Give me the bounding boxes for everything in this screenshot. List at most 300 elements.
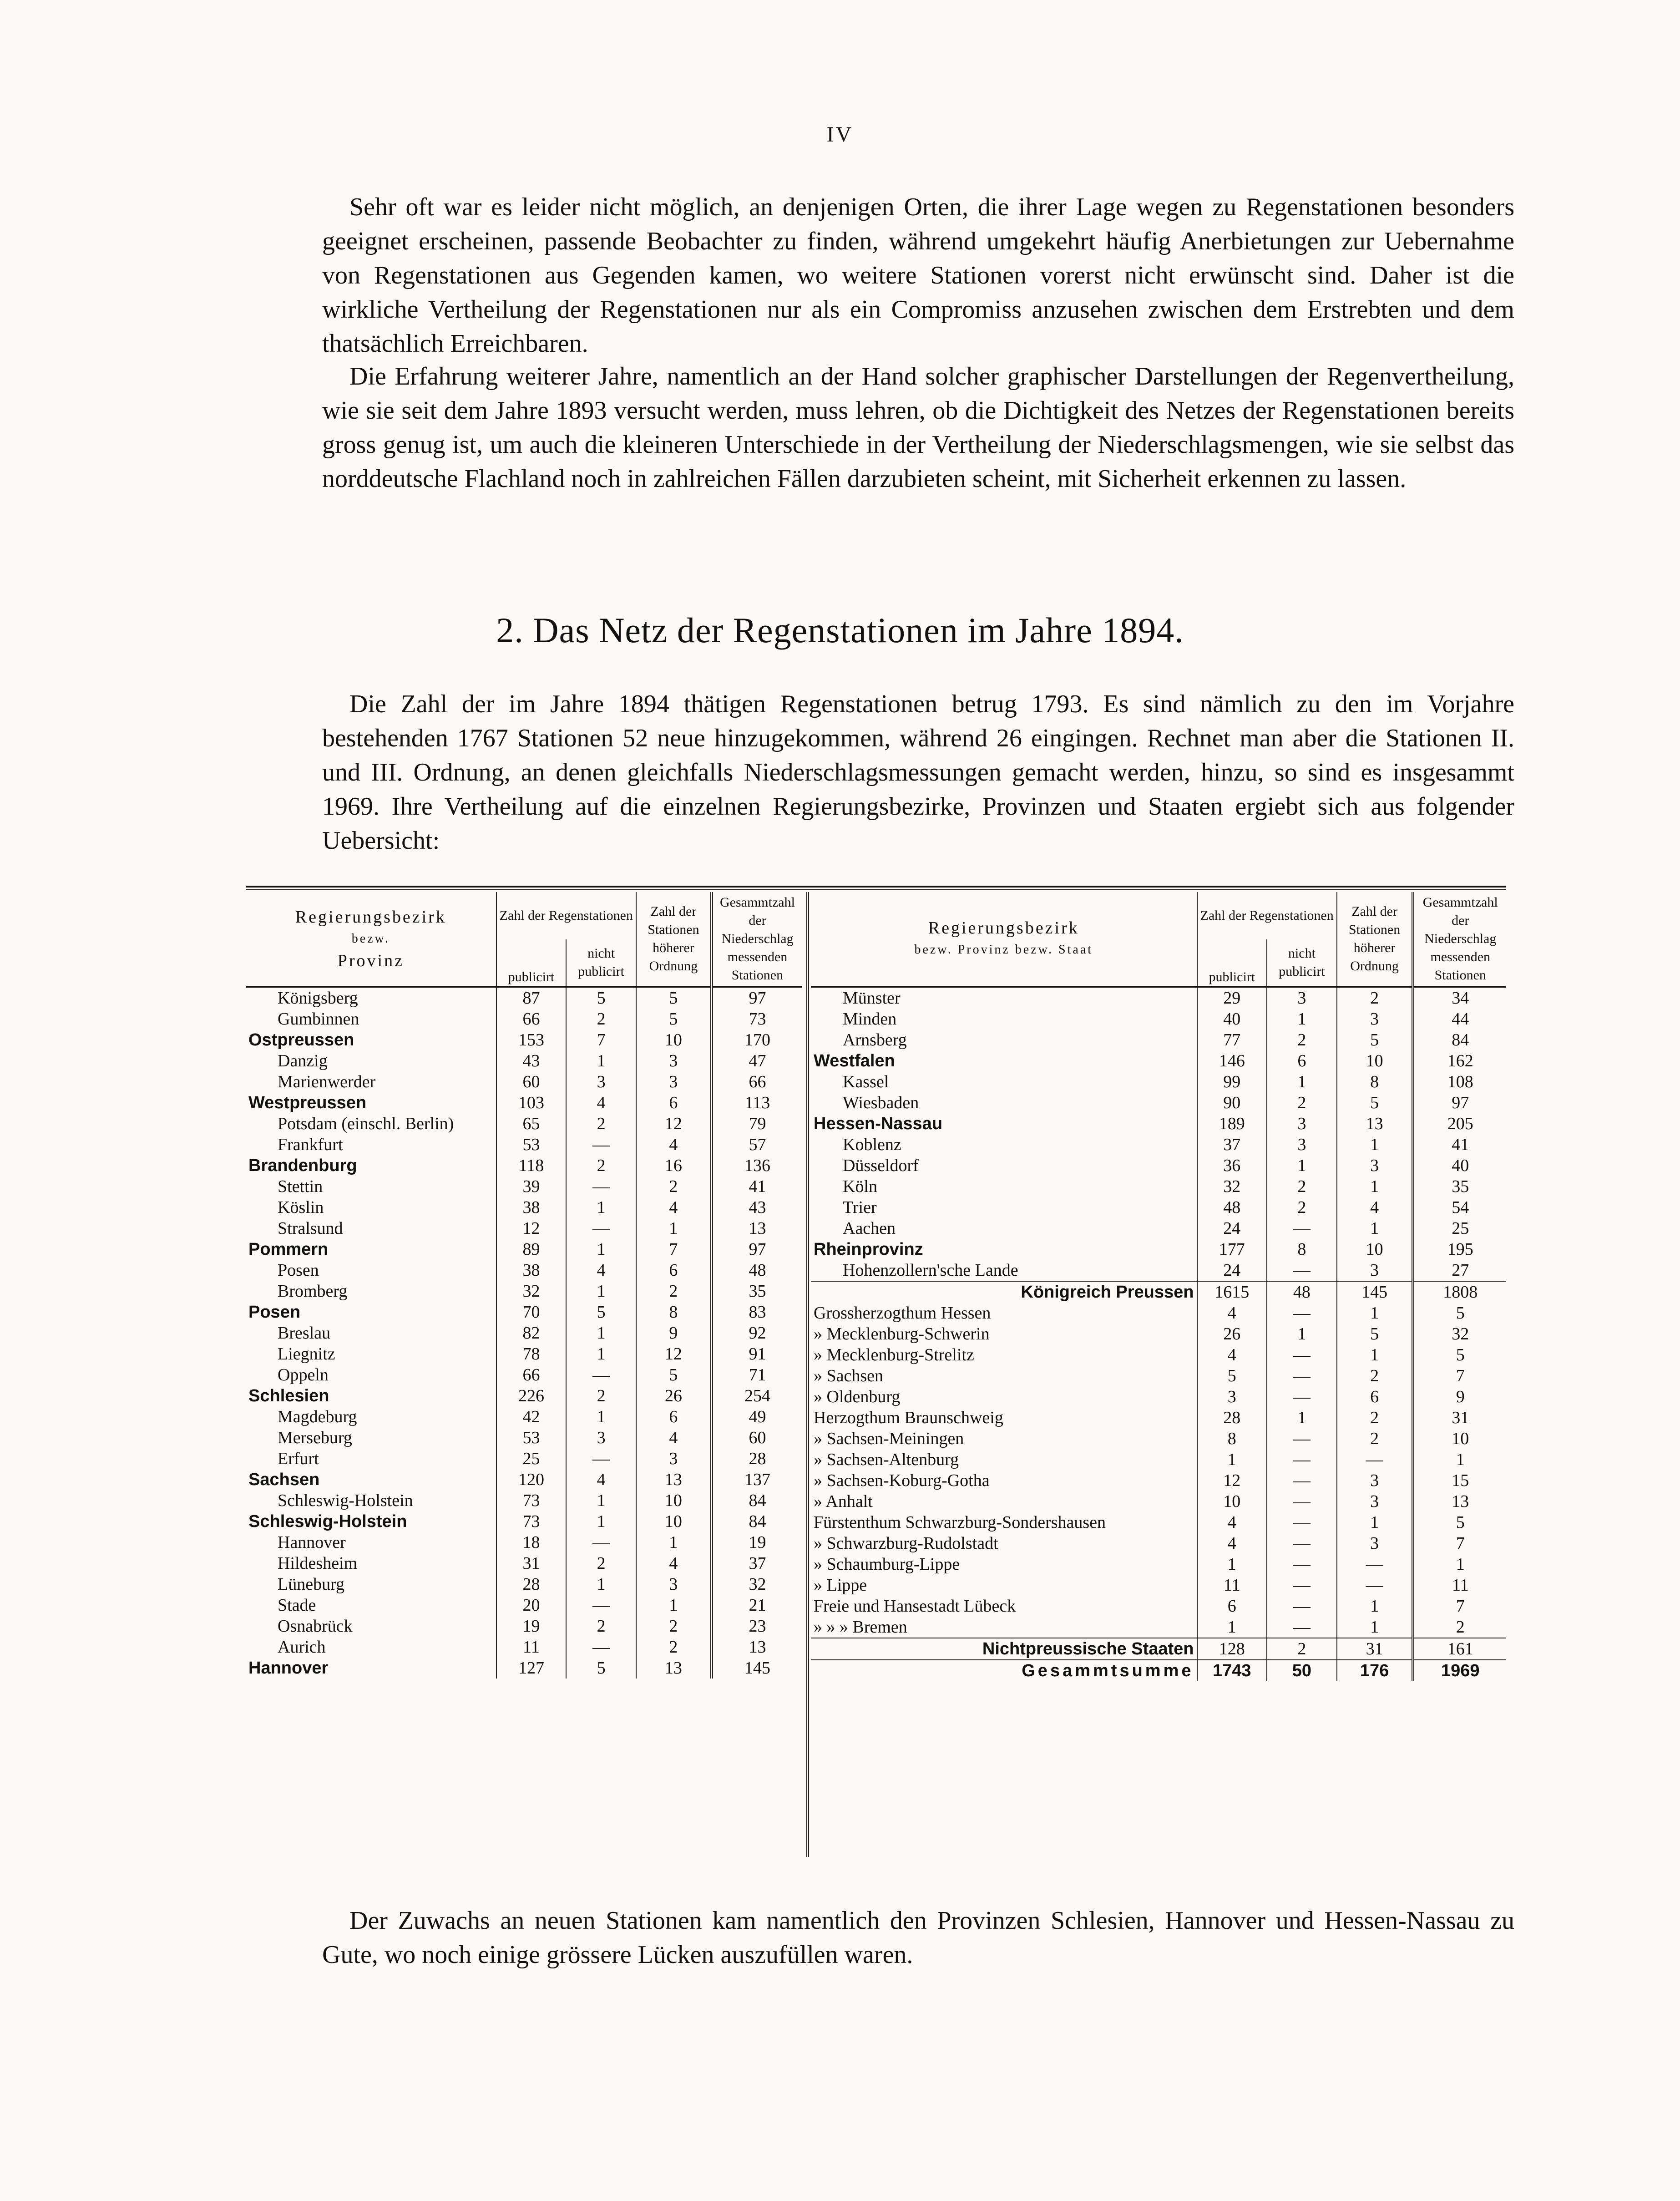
row-nicht-publicirt: —: [1267, 1575, 1337, 1596]
row-publicirt: 36: [1197, 1155, 1267, 1176]
row-nicht-publicirt: 4: [566, 1092, 636, 1113]
row-gesammt: 11: [1413, 1575, 1506, 1596]
left-table-row: [246, 1553, 802, 1574]
row-hoeherer: 2: [636, 1616, 712, 1637]
row-nicht-publicirt: 1: [566, 1406, 636, 1427]
row-gesammt: 254: [712, 1385, 802, 1406]
left-table-row: [246, 1637, 802, 1658]
row-hoeherer: 3: [1337, 1260, 1413, 1281]
right-table-row: [811, 1365, 1506, 1386]
row-hoeherer: 3: [1337, 1533, 1413, 1554]
row-name: Lüneburg: [278, 1574, 345, 1594]
right-table-row: [811, 1009, 1506, 1030]
row-nicht-publicirt: —: [1267, 1365, 1337, 1386]
row-name: Rheinprovinz: [814, 1239, 923, 1259]
right-table-row: [811, 1575, 1506, 1596]
row-hoeherer: 3: [636, 1448, 712, 1469]
right-table-row: [811, 1596, 1506, 1617]
row-nicht-publicirt: 2: [566, 1009, 636, 1030]
row-gesammt: 136: [712, 1155, 802, 1176]
right-header-regen-group: Zahl der Regenstationen: [1197, 892, 1337, 939]
row-publicirt: 6: [1197, 1596, 1267, 1617]
row-gesammt: 97: [712, 987, 802, 1009]
left-table-row: [246, 1092, 802, 1113]
row-name: Posen: [248, 1302, 301, 1322]
row-hoeherer: 9: [636, 1323, 712, 1344]
right-table-row: [811, 1050, 1506, 1071]
row-name: » Lippe: [814, 1575, 867, 1595]
left-table-row: [246, 1406, 802, 1427]
row-nicht-publicirt: 6: [1267, 1050, 1337, 1071]
row-publicirt: 53: [496, 1427, 567, 1448]
row-nicht-publicirt: 2: [566, 1616, 636, 1637]
row-publicirt: 1615: [1197, 1281, 1267, 1303]
left-table-row: [246, 987, 802, 1009]
row-name: Stralsund: [278, 1218, 343, 1238]
row-gesammt: 15: [1413, 1470, 1506, 1491]
row-hoeherer: 10: [636, 1030, 712, 1050]
row-nicht-publicirt: —: [566, 1218, 636, 1239]
row-gesammt: 145: [712, 1658, 802, 1679]
left-table-row: [246, 1260, 802, 1281]
row-publicirt: 11: [1197, 1575, 1267, 1596]
left-table-row: [246, 1469, 802, 1490]
right-table: [811, 892, 1506, 1681]
row-publicirt: 43: [496, 1050, 567, 1071]
row-publicirt: 127: [496, 1658, 567, 1679]
paragraph-intro-1: Sehr oft war es leider nicht möglich, an denjenigen Orten, die ihrer Lage wegen zu Regenstationen besonders geeignet erscheinen, passende Beobachter zu finden, während umgekehrt häufig Anerbietungen zur Uebernahme von Regenstationen aus Gegenden kamen, wo weitere Stationen vorerst nicht erwünscht sind. Daher ist die wirkliche Vertheilung der Regenstationen nur als ein Compromiss anzusehen zwischen dem Erstrebten und dem thatsächlich Erreichbaren.: [322, 193, 1514, 358]
row-nicht-publicirt: 3: [566, 1071, 636, 1092]
left-table-row: [246, 1030, 802, 1050]
row-name: Erfurt: [278, 1449, 319, 1468]
row-hoeherer: 2: [636, 1176, 712, 1197]
row-nicht-publicirt: —: [1267, 1449, 1337, 1470]
row-gesammt: 35: [1413, 1176, 1506, 1197]
row-nicht-publicirt: —: [1267, 1617, 1337, 1638]
row-nicht-publicirt: —: [1267, 1554, 1337, 1575]
right-header-nicht-publicirt: nicht publicirt: [1267, 939, 1337, 987]
row-gesammt: 25: [1413, 1218, 1506, 1239]
row-publicirt: 38: [496, 1260, 567, 1281]
left-header-nicht-publicirt: nicht publicirt: [566, 939, 636, 987]
row-publicirt: 226: [496, 1385, 567, 1406]
row-gesammt: 41: [1413, 1134, 1506, 1155]
row-hoeherer: 8: [1337, 1071, 1413, 1092]
row-publicirt: 1: [1197, 1449, 1267, 1470]
row-hoeherer: 2: [636, 1281, 712, 1302]
paragraph-intro-2: Die Erfahrung weiterer Jahre, namentlich an der Hand solcher graphischer Darstellungen der Regenvertheilung, wie sie seit dem Jahre 1893 versucht werden, muss lehren, ob die Dichtigkeit des Netzes der Regenstationen bereits gross genug ist, um auch die kleineren Unterschiede in der Vertheilung der Niederschlagsmengen, wie sie selbst das norddeutsche Flachland noch in zahlreichen Fällen darzubieten scheint, mit Sicherheit erkennen zu lassen.: [322, 362, 1514, 493]
left-header-publicirt: publicirt: [496, 939, 567, 987]
row-hoeherer: 3: [636, 1574, 712, 1595]
row-name: Freie und Hansestadt Lübeck: [814, 1596, 1016, 1616]
row-publicirt: 89: [496, 1239, 567, 1260]
row-gesammt: 84: [1413, 1030, 1506, 1050]
row-hoeherer: 4: [636, 1427, 712, 1448]
row-nicht-publicirt: 4: [566, 1469, 636, 1490]
row-name: Gumbinnen: [278, 1009, 359, 1029]
right-table-row: [811, 1239, 1506, 1260]
row-nicht-publicirt: 2: [1267, 1638, 1337, 1660]
row-publicirt: 1: [1197, 1617, 1267, 1638]
row-hoeherer: 1: [1337, 1303, 1413, 1324]
row-hoeherer: 1: [1337, 1596, 1413, 1617]
row-publicirt: 99: [1197, 1071, 1267, 1092]
row-name: Liegnitz: [278, 1344, 335, 1364]
right-table-row: [811, 1470, 1506, 1491]
right-table-row: [811, 1407, 1506, 1428]
row-name: » » » Bremen: [814, 1617, 907, 1637]
row-nicht-publicirt: 1: [1267, 1009, 1337, 1030]
station-overview-table: [246, 892, 1506, 1857]
row-nicht-publicirt: 2: [1267, 1092, 1337, 1113]
left-table-row: [246, 1134, 802, 1155]
row-publicirt: 153: [496, 1030, 567, 1050]
top-double-rule: [246, 886, 1506, 890]
row-publicirt: 177: [1197, 1239, 1267, 1260]
row-hoeherer: 1: [1337, 1617, 1413, 1638]
row-nicht-publicirt: 2: [1267, 1197, 1337, 1218]
right-table-row: [811, 1324, 1506, 1344]
row-name: » Mecklenburg-Schwerin: [814, 1324, 990, 1344]
right-table-row: [811, 1176, 1506, 1197]
row-nicht-publicirt: 1: [566, 1511, 636, 1532]
left-table-row: [246, 1344, 802, 1364]
row-gesammt: 21: [712, 1595, 802, 1616]
row-nicht-publicirt: —: [1267, 1386, 1337, 1407]
row-nicht-publicirt: —: [566, 1595, 636, 1616]
row-publicirt: 18: [496, 1532, 567, 1553]
row-nicht-publicirt: 1: [566, 1239, 636, 1260]
row-name: Stade: [278, 1595, 316, 1615]
row-hoeherer: 3: [636, 1050, 712, 1071]
row-nicht-publicirt: 48: [1267, 1281, 1337, 1303]
right-table-row: [811, 1386, 1506, 1407]
paragraph-section-text: Die Zahl der im Jahre 1894 thätigen Regenstationen betrug 1793. Es sind nämlich zu den im Vorjahre bestehenden 1767 Stationen 52 neue hinzugekommen, während 26 eingingen. Rechnet man aber die Stationen II. und III. Ordnung, an denen gleichfalls Niederschlagsmessungen gemacht werden, hinzu, so sind es insgesammt 1969. Ihre Vertheilung auf die einzelnen Regierungsbezirke, Provinzen und Staaten ergiebt sich aus folgender Uebersicht:: [322, 690, 1514, 855]
row-gesammt: 1: [1413, 1554, 1506, 1575]
row-name: Frankfurt: [278, 1135, 343, 1154]
right-table-row: [811, 1512, 1506, 1533]
row-hoeherer: 4: [636, 1553, 712, 1574]
row-gesammt: 37: [712, 1553, 802, 1574]
row-name: Aurich: [278, 1637, 326, 1657]
right-table-row: [811, 987, 1506, 1009]
row-publicirt: 4: [1197, 1303, 1267, 1324]
row-nicht-publicirt: —: [1267, 1533, 1337, 1554]
row-gesammt: 32: [1413, 1324, 1506, 1344]
row-gesammt: 71: [712, 1364, 802, 1385]
row-gesammt: 10: [1413, 1428, 1506, 1449]
page-number: IV: [826, 122, 854, 147]
row-hoeherer: 10: [636, 1511, 712, 1532]
left-header-regen-group: Zahl der Regenstationen: [496, 892, 636, 939]
row-nicht-publicirt: 1: [566, 1574, 636, 1595]
left-table-row: [246, 1511, 802, 1532]
row-hoeherer: 1: [636, 1218, 712, 1239]
left-header-region-main: Regierungsbezirk: [295, 908, 446, 927]
row-name: Herzogthum Braunschweig: [814, 1408, 1003, 1427]
left-header-region-bottom: Provinz: [337, 951, 404, 971]
row-gesammt: 5: [1413, 1303, 1506, 1324]
row-name: Stettin: [278, 1177, 323, 1196]
row-name: Köslin: [278, 1197, 324, 1217]
row-name: Hildesheim: [278, 1553, 358, 1573]
row-gesammt: 113: [712, 1092, 802, 1113]
right-header-region-main: Regierungsbezirk: [928, 918, 1079, 938]
row-name: » Sachsen-Altenburg: [814, 1450, 959, 1469]
row-gesammt: 23: [712, 1616, 802, 1637]
row-hoeherer: 3: [1337, 1470, 1413, 1491]
row-name: Münster: [843, 988, 901, 1008]
row-gesammt: 44: [1413, 1009, 1506, 1030]
row-publicirt: 146: [1197, 1050, 1267, 1071]
row-name: Königreich Preussen: [811, 1281, 1197, 1303]
row-hoeherer: 2: [1337, 1428, 1413, 1449]
row-hoeherer: 1: [1337, 1512, 1413, 1533]
row-name: Minden: [843, 1009, 897, 1029]
row-name: » Mecklenburg-Strelitz: [814, 1345, 974, 1364]
row-nicht-publicirt: 1: [1267, 1155, 1337, 1176]
right-header-gesammt: Gesammtzahl der Niederschlag messenden Stationen: [1413, 892, 1506, 987]
row-gesammt: 84: [712, 1490, 802, 1511]
right-table-row: [811, 1197, 1506, 1218]
row-name: Hannover: [278, 1532, 346, 1552]
row-publicirt: 48: [1197, 1197, 1267, 1218]
row-hoeherer: 1: [1337, 1344, 1413, 1365]
row-publicirt: 120: [496, 1469, 567, 1490]
row-gesammt: 79: [712, 1113, 802, 1134]
row-hoeherer: 16: [636, 1155, 712, 1176]
right-table-row: [811, 1554, 1506, 1575]
row-nicht-publicirt: —: [1267, 1491, 1337, 1512]
row-gesammt: 7: [1413, 1365, 1506, 1386]
row-gesammt: 41: [712, 1176, 802, 1197]
row-nicht-publicirt: 1: [566, 1050, 636, 1071]
row-hoeherer: —: [1337, 1449, 1413, 1470]
row-hoeherer: 5: [1337, 1324, 1413, 1344]
left-table-row: [246, 1197, 802, 1218]
row-gesammt: 137: [712, 1469, 802, 1490]
row-hoeherer: 12: [636, 1344, 712, 1364]
row-nicht-publicirt: 2: [566, 1553, 636, 1574]
row-nicht-publicirt: 5: [566, 1302, 636, 1323]
row-nicht-publicirt: 5: [566, 987, 636, 1009]
row-name: Potsdam (einschl. Berlin): [278, 1114, 454, 1133]
row-hoeherer: 10: [1337, 1239, 1413, 1260]
row-gesammt: 83: [712, 1302, 802, 1323]
row-publicirt: 4: [1197, 1512, 1267, 1533]
row-name: Düsseldorf: [843, 1156, 919, 1175]
row-publicirt: 1743: [1197, 1660, 1267, 1681]
row-gesammt: 7: [1413, 1596, 1506, 1617]
row-publicirt: 8: [1197, 1428, 1267, 1449]
row-publicirt: 32: [1197, 1176, 1267, 1197]
row-publicirt: 128: [1197, 1638, 1267, 1660]
right-header-publicirt: publicirt: [1197, 939, 1267, 987]
right-table-row: [811, 1428, 1506, 1449]
row-publicirt: 10: [1197, 1491, 1267, 1512]
row-name: Magdeburg: [278, 1407, 357, 1426]
left-header-gesammt: Gesammtzahl der Niederschlag messenden Stationen: [712, 892, 802, 987]
row-gesammt: 13: [712, 1218, 802, 1239]
left-table-row: [246, 1385, 802, 1406]
row-name: Schleswig-Holstein: [248, 1511, 407, 1531]
row-hoeherer: 1: [1337, 1134, 1413, 1155]
row-name: Hohenzollern'sche Lande: [843, 1260, 1018, 1280]
left-table-row: [246, 1427, 802, 1448]
row-nicht-publicirt: 2: [566, 1155, 636, 1176]
row-publicirt: 1: [1197, 1554, 1267, 1575]
row-name: Gesammtsumme: [811, 1660, 1197, 1681]
row-hoeherer: 26: [636, 1385, 712, 1406]
row-gesammt: 205: [1413, 1113, 1506, 1134]
right-header-region: [811, 892, 1197, 987]
right-table-row: [811, 1092, 1506, 1113]
row-hoeherer: 1: [1337, 1218, 1413, 1239]
row-nicht-publicirt: —: [566, 1637, 636, 1658]
row-publicirt: 66: [496, 1009, 567, 1030]
row-publicirt: 24: [1197, 1218, 1267, 1239]
row-name: Oppeln: [278, 1365, 329, 1384]
row-hoeherer: 5: [636, 987, 712, 1009]
left-table-row: [246, 1302, 802, 1323]
row-gesammt: 57: [712, 1134, 802, 1155]
row-name: Koblenz: [843, 1135, 901, 1154]
right-table-body: [811, 987, 1506, 1681]
row-name: Wiesbaden: [843, 1093, 919, 1112]
row-hoeherer: 4: [636, 1134, 712, 1155]
left-table-row: [246, 1448, 802, 1469]
row-nicht-publicirt: 3: [566, 1427, 636, 1448]
row-publicirt: 65: [496, 1113, 567, 1134]
row-nicht-publicirt: 1: [1267, 1407, 1337, 1428]
row-nicht-publicirt: 2: [1267, 1176, 1337, 1197]
row-nicht-publicirt: 3: [1267, 1134, 1337, 1155]
right-table-row: [811, 1638, 1506, 1660]
left-table-row: [246, 1050, 802, 1071]
row-hoeherer: 10: [1337, 1050, 1413, 1071]
row-hoeherer: 5: [636, 1364, 712, 1385]
row-publicirt: 4: [1197, 1533, 1267, 1554]
row-hoeherer: 2: [1337, 1407, 1413, 1428]
row-hoeherer: —: [1337, 1554, 1413, 1575]
row-name: Aachen: [843, 1218, 896, 1238]
row-gesammt: 97: [712, 1239, 802, 1260]
row-nicht-publicirt: 2: [566, 1113, 636, 1134]
right-table-row: [811, 1533, 1506, 1554]
row-nicht-publicirt: —: [1267, 1303, 1337, 1324]
row-publicirt: 3: [1197, 1386, 1267, 1407]
right-table-row: [811, 1260, 1506, 1281]
row-nicht-publicirt: 4: [566, 1260, 636, 1281]
row-nicht-publicirt: 3: [1267, 1113, 1337, 1134]
row-hoeherer: 176: [1337, 1660, 1413, 1681]
row-hoeherer: —: [1337, 1575, 1413, 1596]
left-table: [246, 892, 802, 1679]
row-name: Marienwerder: [278, 1072, 376, 1091]
row-publicirt: 118: [496, 1155, 567, 1176]
row-nicht-publicirt: —: [1267, 1428, 1337, 1449]
row-publicirt: 29: [1197, 987, 1267, 1009]
right-table-row: [811, 1617, 1506, 1638]
row-publicirt: 60: [496, 1071, 567, 1092]
row-publicirt: 78: [496, 1344, 567, 1364]
row-gesammt: 40: [1413, 1155, 1506, 1176]
row-publicirt: 20: [496, 1595, 567, 1616]
left-table-row: [246, 1490, 802, 1511]
row-nicht-publicirt: —: [566, 1364, 636, 1385]
row-name: Osnabrück: [278, 1616, 353, 1636]
row-publicirt: 4: [1197, 1344, 1267, 1365]
row-gesammt: 34: [1413, 987, 1506, 1009]
left-table-row: [246, 1532, 802, 1553]
row-gesammt: 97: [1413, 1092, 1506, 1113]
row-gesammt: 92: [712, 1323, 802, 1344]
row-hoeherer: 1: [1337, 1176, 1413, 1197]
row-name: Brandenburg: [248, 1156, 357, 1175]
left-header-region-mid: bezw.: [351, 932, 390, 946]
row-gesammt: 54: [1413, 1197, 1506, 1218]
right-table-row: [811, 1449, 1506, 1470]
row-gesammt: 108: [1413, 1071, 1506, 1092]
row-name: Danzig: [278, 1051, 328, 1070]
left-table-row: [246, 1281, 802, 1302]
left-header-hoeherer: Zahl der Stationen höherer Ordnung: [636, 892, 712, 987]
row-nicht-publicirt: —: [1267, 1260, 1337, 1281]
row-name: Hessen-Nassau: [814, 1114, 943, 1133]
row-gesammt: 28: [712, 1448, 802, 1469]
left-table-row: [246, 1323, 802, 1344]
row-name: » Sachsen-Koburg-Gotha: [814, 1471, 990, 1490]
section-heading: 2. Das Netz der Regenstationen im Jahre 1894.: [496, 610, 1184, 650]
row-publicirt: 26: [1197, 1324, 1267, 1344]
row-gesammt: 66: [712, 1071, 802, 1092]
row-gesammt: 195: [1413, 1239, 1506, 1260]
row-name: » Schaumburg-Lippe: [814, 1554, 960, 1574]
row-publicirt: 77: [1197, 1030, 1267, 1050]
row-nicht-publicirt: 2: [1267, 1030, 1337, 1050]
right-table-row: [811, 1660, 1506, 1681]
row-name: » Sachsen-Meiningen: [814, 1429, 964, 1448]
row-nicht-publicirt: —: [1267, 1344, 1337, 1365]
row-gesammt: 27: [1413, 1260, 1506, 1281]
row-nicht-publicirt: 1: [566, 1281, 636, 1302]
row-gesammt: 60: [712, 1427, 802, 1448]
row-hoeherer: 3: [1337, 1155, 1413, 1176]
row-hoeherer: 1: [636, 1532, 712, 1553]
left-table-row: [246, 1218, 802, 1239]
row-name: Posen: [278, 1260, 319, 1280]
row-hoeherer: 2: [1337, 987, 1413, 1009]
row-gesammt: 2: [1413, 1617, 1506, 1638]
right-header-hoeherer: Zahl der Stationen höherer Ordnung: [1337, 892, 1413, 987]
row-name: Westfalen: [814, 1051, 895, 1070]
row-nicht-publicirt: 3: [1267, 987, 1337, 1009]
row-name: Sachsen: [248, 1470, 320, 1489]
row-hoeherer: 7: [636, 1239, 712, 1260]
row-nicht-publicirt: 50: [1267, 1660, 1337, 1681]
row-publicirt: 5: [1197, 1365, 1267, 1386]
row-publicirt: 90: [1197, 1092, 1267, 1113]
row-hoeherer: 4: [636, 1197, 712, 1218]
row-name: Schleswig-Holstein: [278, 1491, 413, 1510]
row-gesammt: 19: [712, 1532, 802, 1553]
row-gesammt: 73: [712, 1009, 802, 1030]
row-hoeherer: 5: [1337, 1092, 1413, 1113]
row-publicirt: 37: [1197, 1134, 1267, 1155]
right-header-region-bottom: bezw. Provinz bezw. Staat: [914, 943, 1093, 957]
right-table-row: [811, 1281, 1506, 1303]
row-gesammt: 32: [712, 1574, 802, 1595]
